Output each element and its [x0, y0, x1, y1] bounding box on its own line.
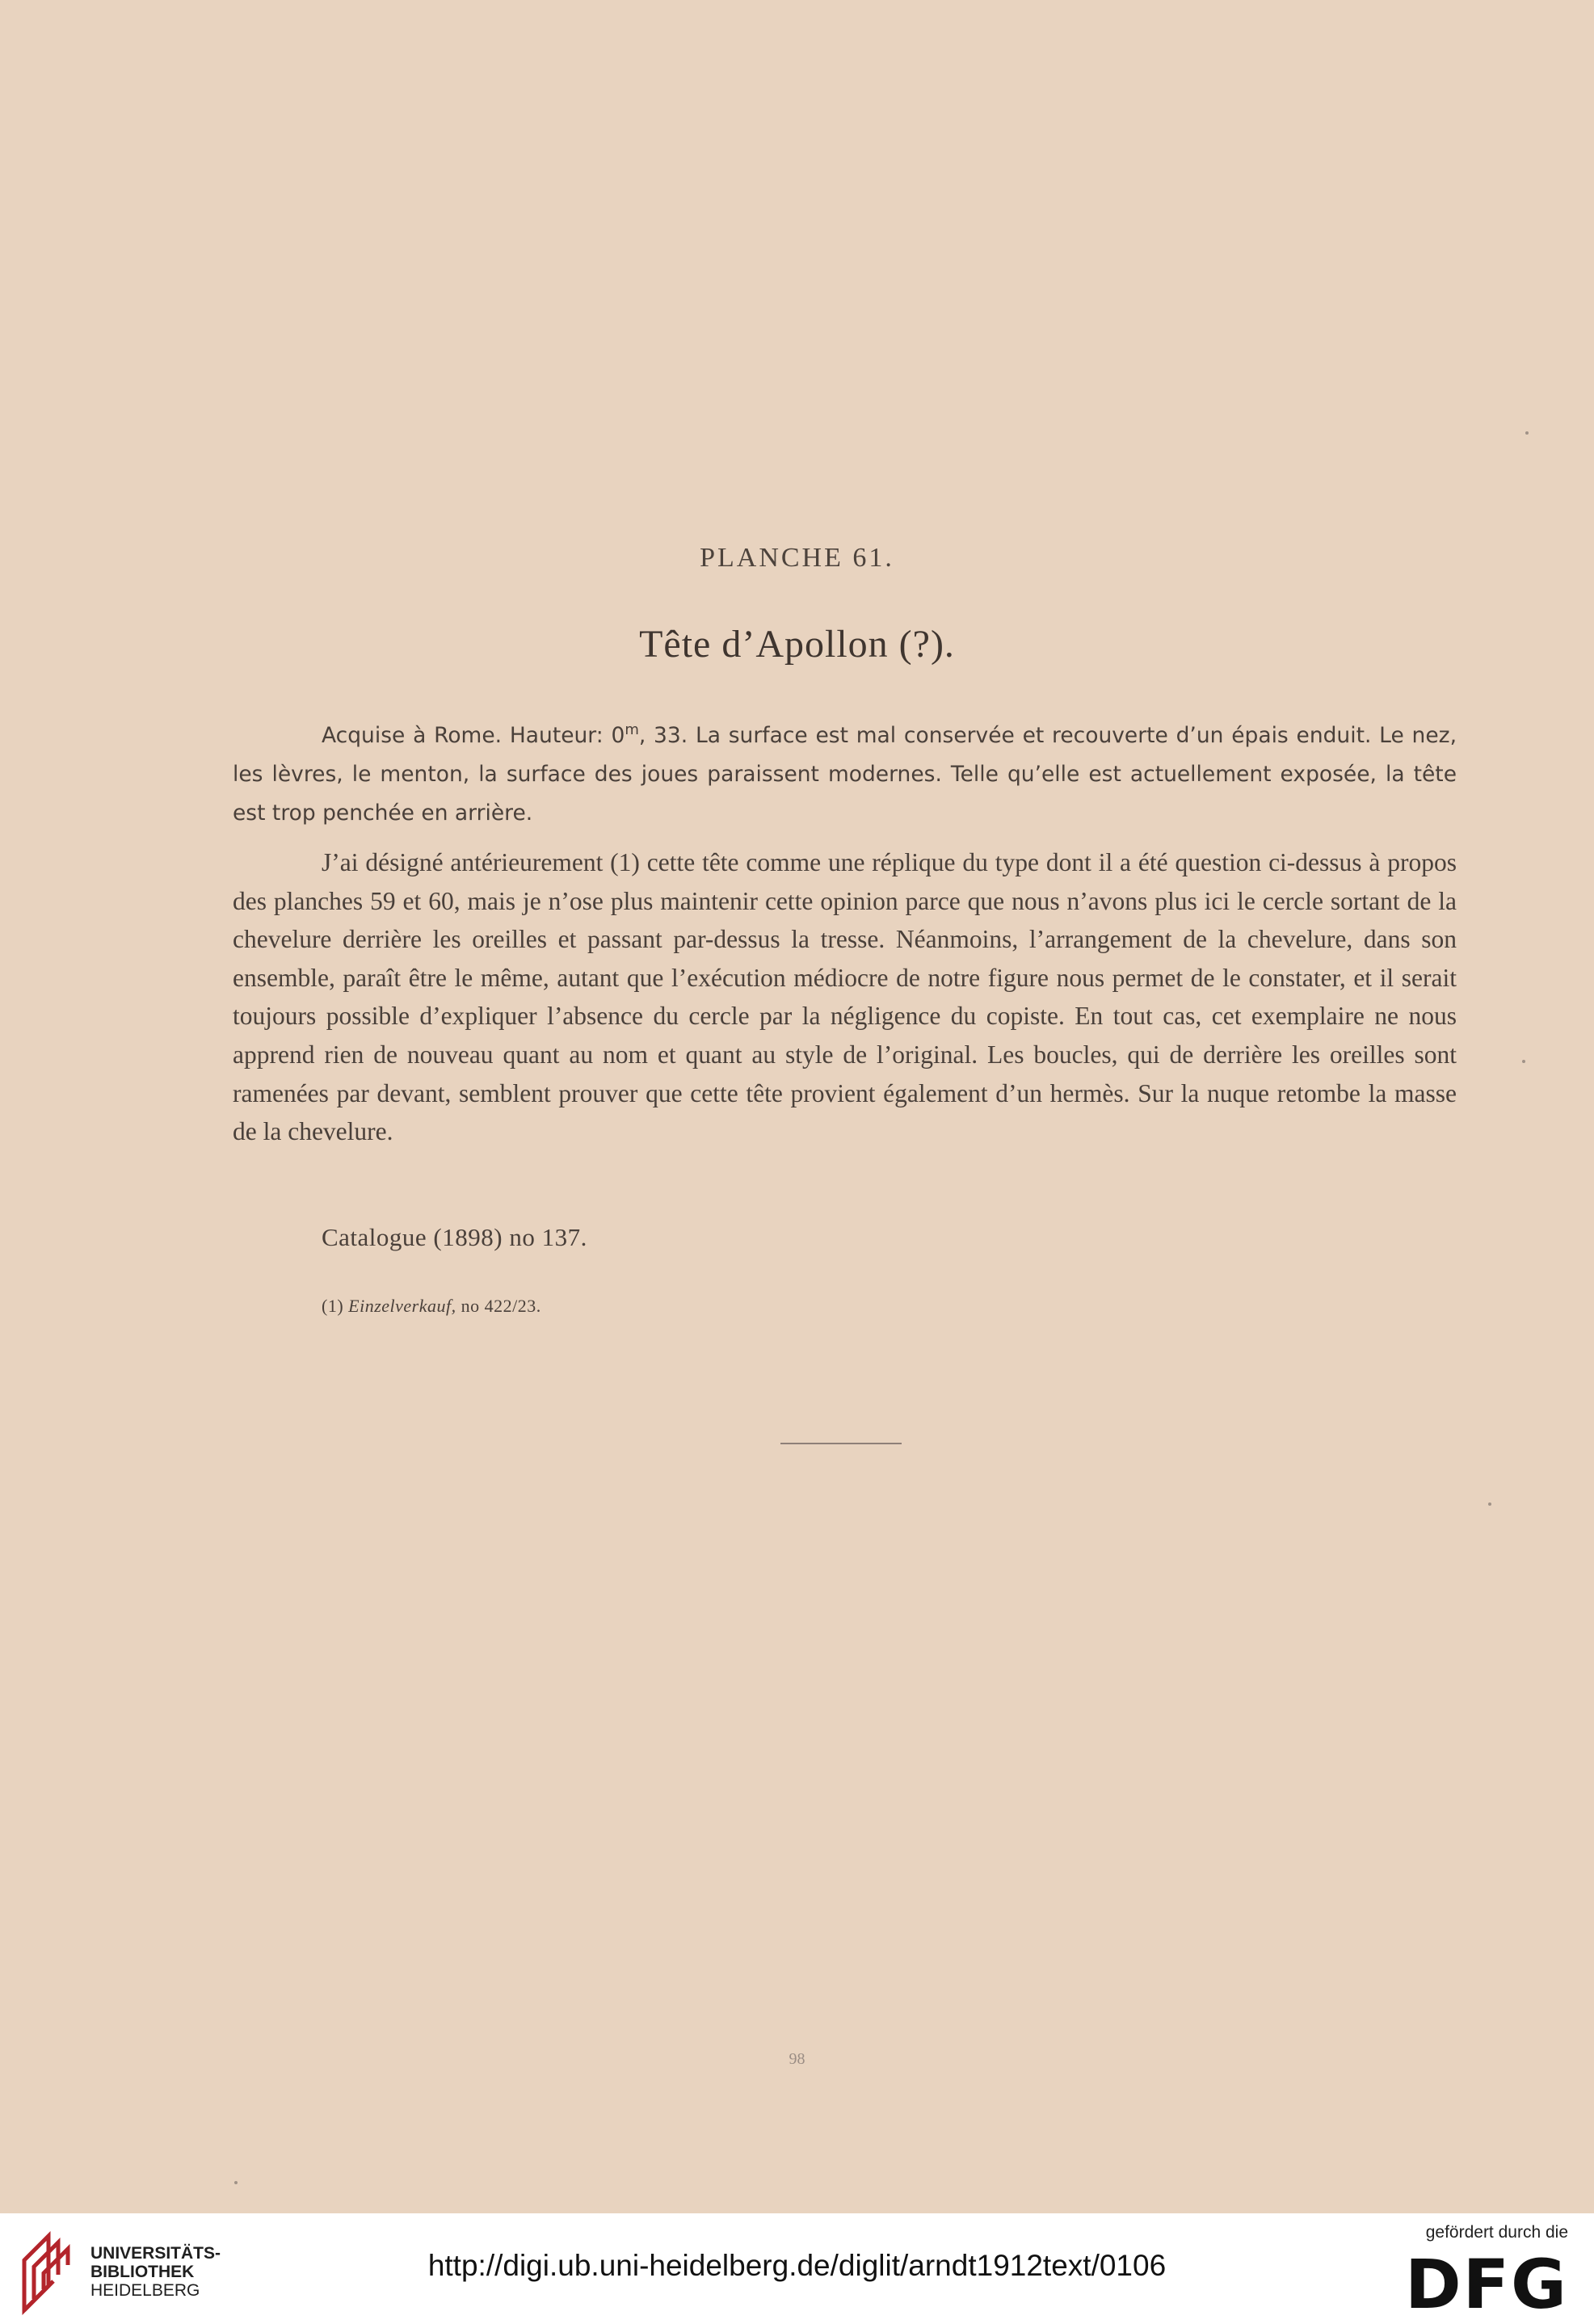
closing-rule	[780, 1443, 902, 1444]
digitization-footer	[0, 2213, 1594, 2324]
paper-speck	[1522, 1060, 1525, 1063]
paper-speck	[234, 2181, 238, 2184]
body-paragraph: J’ai désigné antérieurement (1) cette tête comme une réplique du type dont il a été question ci-dessus à propos des planches 59 et 60, mais je n’ose plus maintenir cette opinion parce que nous n’avons plus ici le cercle sortant de la chevelure derrière les oreilles et passant par-dessus la tresse. Néanmoins, l’arrangement de la chevelure, dans son ensemble, paraît être le même, autant que l’exécution médiocre de notre figure nous permet de le constater, et il serait toujours possible d’expliquer l’absence du cercle par la négligence du copiste. En tout cas, cet exemplaire ne nous apprend rien de nouveau quant au nom et quant au style de l’original. Les boucles, qui de derrière les oreilles sont ramenées par devant, semblent prouver que cette tête provient également d’un hermès. Sur la nuque retombe la masse de la chevelure.	[233, 848, 1457, 1146]
page-title: Tête d’Apollon (?).	[639, 623, 955, 666]
library-name-line3: HEIDELBERG	[90, 2281, 200, 2300]
footnote-source: Einzelverkauf,	[348, 1296, 456, 1316]
library-name-line1: UNIVERSITÄTS-	[90, 2244, 221, 2263]
footnote-ref: no 422/23.	[461, 1296, 541, 1316]
intro-text-start: Acquise à Rome. Hauteur: 0	[322, 722, 625, 748]
library-name-line2: BIBLIOTHEK	[90, 2263, 195, 2281]
paper-speck	[1488, 1502, 1491, 1506]
permalink-url[interactable]: http://digi.ub.uni-heidelberg.de/diglit/arndt1912text/0106	[427, 2249, 1167, 2282]
intro-unit: m	[625, 721, 639, 738]
intro-paragraph	[233, 711, 1457, 833]
sponsor-label: gefördert durch die	[1425, 2223, 1568, 2242]
footnote	[322, 1296, 541, 1317]
footnote-marker: (1)	[322, 1296, 344, 1316]
dfg-logo-icon: DFG	[1404, 2245, 1568, 2324]
catalogue-reference: Catalogue (1898) no 137.	[322, 1223, 587, 1251]
paper-speck	[1525, 431, 1529, 435]
intro-text-end: , 33. La surface est mal conservée et recouverte d’un épais enduit. Le nez, les lèvres, le menton, la surface des joues paraissent modernes. Telle qu’elle est actuellement exposée, la tête est trop penchée en arrière.	[233, 722, 1457, 826]
plate-heading: PLANCHE 61.	[700, 543, 894, 573]
sponsor-block	[1404, 2223, 1568, 2324]
page-number: 98	[789, 2050, 805, 2068]
